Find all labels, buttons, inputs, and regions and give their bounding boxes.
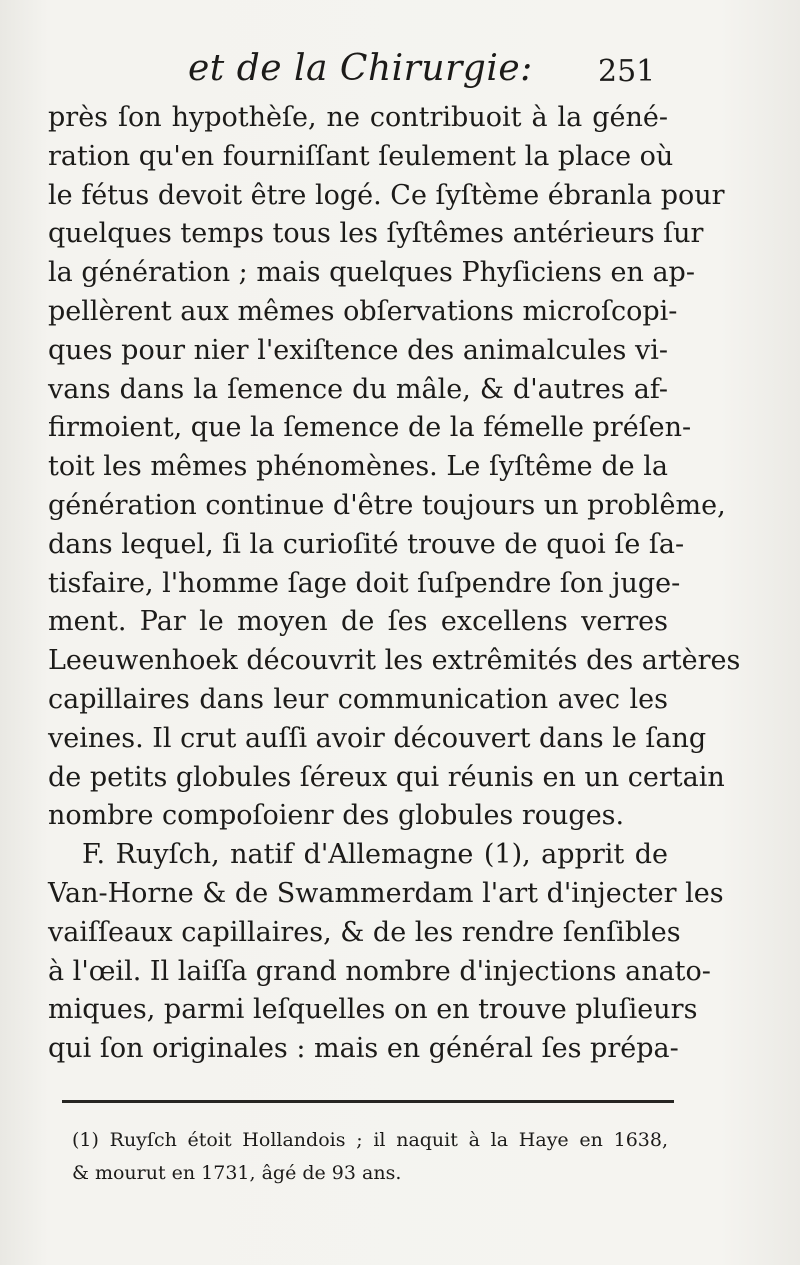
paragraph-start-line: F. Ruyſch, natif d'Allemagne (1), apprit de xyxy=(82,839,668,871)
text-line: ment. Par le moyen de ſes excellens verres xyxy=(48,606,668,638)
text-line: génération continue d'être toujours un problême, xyxy=(48,489,726,521)
text-line: vaiſſeaux capillaires, & de les rendre ſenſibles xyxy=(48,916,681,948)
running-head xyxy=(0,48,800,98)
text-line: près ſon hypothèſe, ne contribuoit à la géné- xyxy=(48,102,668,133)
text-line: toit les mêmes phénomènes. Le ſyſtême de la xyxy=(48,451,668,483)
text-line: qui ſon originales : mais en général ſes prépa- xyxy=(48,1033,679,1065)
text-line: Leeuwenhoek découvrit les extrêmités des artères xyxy=(48,645,741,677)
text-line: de petits globules ſéreux qui réunis en un certain xyxy=(48,761,725,793)
text-line: la génération ; mais quelques Phyſiciens en ap- xyxy=(48,257,695,289)
footnote xyxy=(72,1124,668,1190)
text-line: Van-Horne & de Swammerdam l'art d'injecter les xyxy=(48,877,724,909)
running-head-title: et de la Chirurgie: xyxy=(188,48,533,89)
text-line: ques pour nier l'exiſtence des animalcules vi- xyxy=(48,334,668,366)
text-line: dans lequel, ſi la curioſité trouve de quoi ſe ſa- xyxy=(48,528,685,560)
text-line: à l'œil. Il laiſſa grand nombre d'injections anato- xyxy=(48,955,711,987)
text-line: firmoient, que la ſemence de la fémelle préſen- xyxy=(48,412,692,444)
text-line: veines. Il crut auſſi avoir découvert dans le ſang xyxy=(48,722,707,754)
footnote-line: (1) Ruyſch étoit Hollandois ; il naquit à la Haye en 1638, xyxy=(72,1129,668,1151)
body-text xyxy=(48,99,741,1069)
text-line: miques, parmi leſquelles on en trouve pluſieurs xyxy=(48,994,698,1026)
text-line: capillaires dans leur communication avec les xyxy=(48,683,668,715)
text-line: tisfaire, l'homme ſage doit ſuſpendre ſon juge- xyxy=(48,567,681,599)
text-line: vans dans la ſemence du mâle, & d'autres af- xyxy=(48,373,668,405)
footnote-line: & mourut en 1731, âgé de 93 ans. xyxy=(72,1162,402,1184)
page-number: 251 xyxy=(598,54,656,89)
text-line: ration qu'en fourniſſant ſeulement la place où xyxy=(48,140,674,172)
text-line: le fétus devoit être logé. Ce ſyſtème ébranla pour xyxy=(48,179,725,211)
footnote-divider xyxy=(62,1100,674,1103)
text-line: pellèrent aux mêmes obſervations microſcopi- xyxy=(48,295,678,327)
text-line: quelques temps tous les ſyſtêmes antérieurs ſur xyxy=(48,218,704,250)
paragraph-end-line: nombre compoſoienr des globules rouges. xyxy=(48,800,625,832)
